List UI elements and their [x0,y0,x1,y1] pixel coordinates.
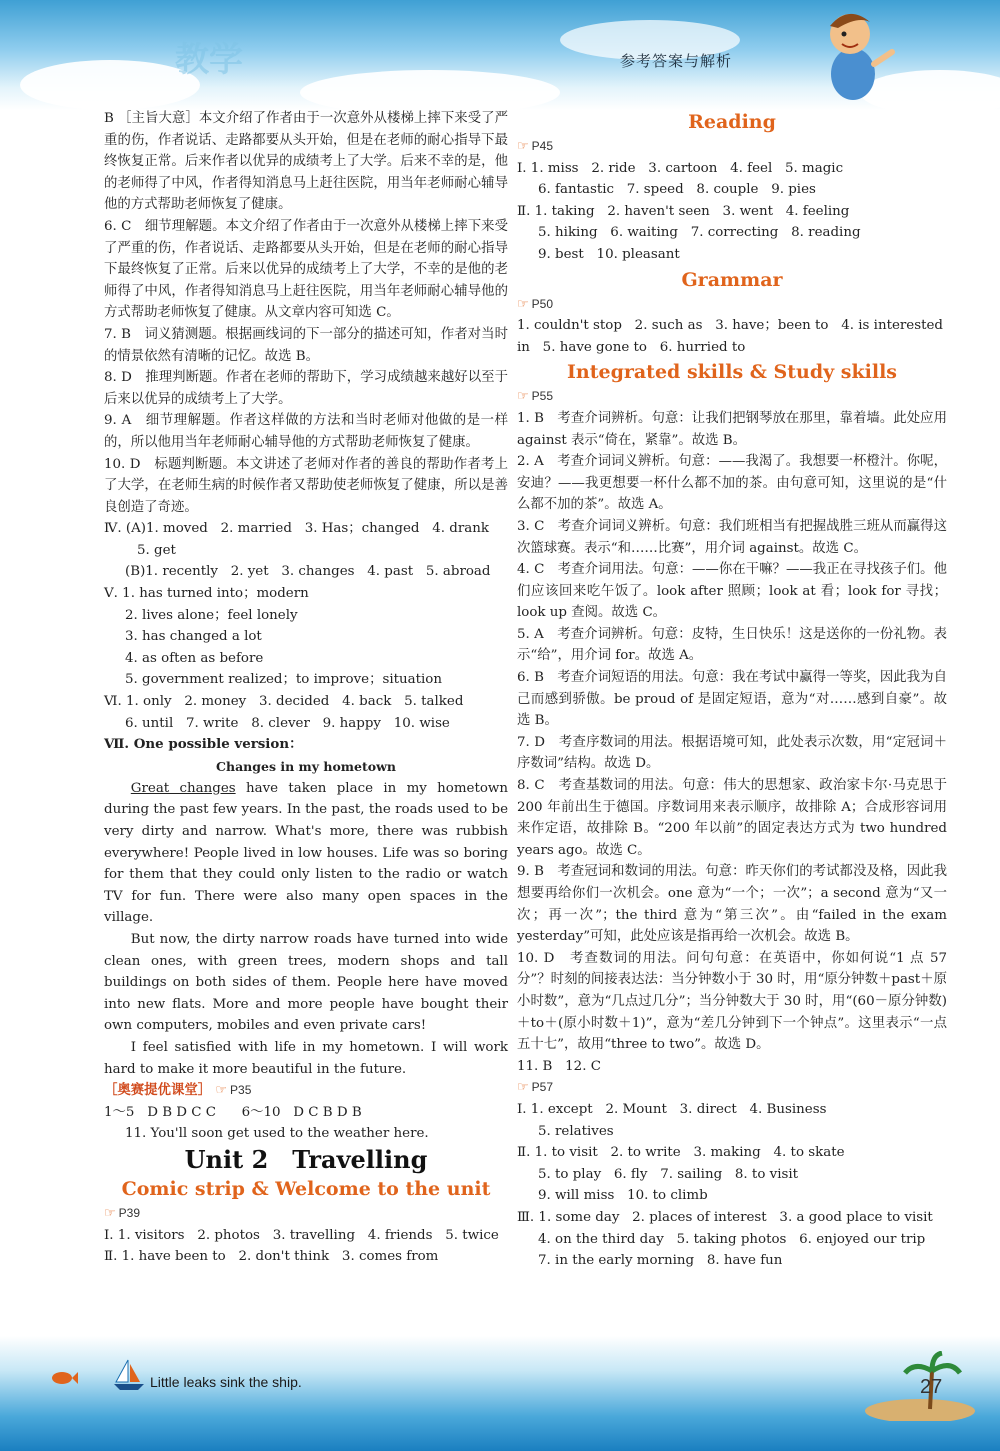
reading-ii-line3: 9. best 10. pleasant [538,246,680,262]
skills-answer-10: 10. D 考查数词的用法。问句句意：在英语中，你如何说“1 点 57 分”？时刻的间接表达法：当分钟数小于 30 时，用“原分钟数＋past＋原小时数”，意为“几点过几分”；当分钟数大于 30 时，用“(60－原分钟数)＋to＋(原小时数＋1)”，意为“差几分钟到下一个钟点”。这里表示“一点五十七”，故用“three to two”。故选 D。 [517,950,947,1053]
page-ref-p57 [517,1077,947,1099]
answer-7: 7. B 词义猜测题。根据画线词的下一部分的描述可知，作者对当时的情景依然有清晰的记忆。故选 B。 [104,326,508,364]
section-v-item: 4. as often as before [125,650,264,666]
olympiad-label: ［奥赛提优课堂］ [104,1082,212,1099]
essay-paragraph-2: But now, the dirty narrow roads have turned into wide clean ones, with green trees, modern shops and tall buildings on both sides of them. People here have moved into new flats. More and more people have bought their own computers, mobiles and even private cars! [104,931,508,1034]
reading-ii-line2: 5. hiking 6. waiting 7. correcting 8. reading [538,225,861,241]
answer-b-explanation: B ［主旨大意］本文介绍了作者由于一次意外从楼梯上摔下来受了严重的伤，作者说话、走路都要从头开始，但是在老师的耐心指导下最终恢复正常。后来作者以优异的成绩考上了大学。后来不幸的是，他的老师得了中风，作者得知消息马上赶往医院，用当年老师耐心辅导他的方式帮助老师恢复了健康。 [104,111,508,213]
skills-answer-6: 6. B 考查介词短语的用法。句意：我在考试中赢得一等奖，因此我为自己而感到骄傲。be proud of 是固定短语，意为“对……感到自豪”。故选 B。 [517,670,947,729]
essay-paragraph-1-text: have taken place in my hometown during the past few years. In the past, the roads used to be very dirty and narrow. What's more, there was rubbish everywhere! People lived in low houses. Life was so boring for them that they could only listen to the radio or watch TV for fun. There were also many open spaces in the village. [104,780,508,926]
section-v-item: 5. government realized；to improve；situation [125,672,442,688]
page-ref-p39 [104,1203,508,1225]
olympiad-answers: 1～5 D B D C C 6～10 D C B D B [104,1104,362,1120]
section-vi-line1: Ⅵ. 1. only 2. money 3. decided 4. back 5. talked [104,694,464,710]
answer-8: 8. D 推理判断题。作者在老师的帮助下，学习成绩越来越好以至于后来以优异的成绩考上了大学。 [104,370,508,407]
page-ref-label: P39 [118,1205,141,1220]
section-vii-label: Ⅶ. One possible version： [104,736,303,753]
essay-underlined-lead: Great changes [130,780,236,796]
p57-iii-line3: 7. in the early morning 8. have fun [538,1253,783,1269]
pointing-hand-icon: ☞ [517,1080,529,1096]
page-ref-label: P45 [531,139,554,153]
right-column [517,108,947,1272]
header-title: 参考答案与解析 [620,52,733,70]
p57-iii-line2: 4. on the third day 5. taking photos 6. enjoyed our trip [538,1231,926,1247]
section-heading-reading: Reading [688,111,776,133]
skills-answer-11-12: 11. B 12. C [517,1058,601,1074]
section-iv-b: (B)1. recently 2. yet 3. changes 4. past 5. abroad [125,564,491,580]
p57-ii-line3: 9. will miss 10. to climb [538,1188,708,1204]
essay-title: Changes in my hometown [216,758,396,774]
essay-paragraph-3: I feel satisfied with life in my hometown. I will work hard to make it more beautiful in the future. [104,1039,508,1077]
answer-9: 9. A 细节理解题。作者这样做的方法和当时老师对他做的是一样的，所以他用当年老师耐心辅导他的方式帮助老师恢复了健康。 [104,413,508,450]
p57-ii-line2: 5. to play 6. fly 7. sailing 8. to visit [538,1166,799,1182]
olympiad-header [104,1080,508,1102]
reading-i-line1: Ⅰ. 1. miss 2. ride 3. cartoon 4. feel 5. magic [517,160,844,176]
reading-ii-line1: Ⅱ. 1. taking 2. haven't seen 3. went 4. feeling [517,203,850,219]
answer-6: 6. C 细节理解题。本文介绍了作者由于一次意外从楼梯上摔下来受了严重的伤，作者说话、走路都要从头开始，但是在老师的耐心指导下最终恢复了正常。后来以优异的成绩考上了大学，不幸的是他的老师得了中风，作者得知消息马上赶往医院，用当年老师耐心辅导他的方式帮助老师恢复了健康。从文章内容可知选 C。 [104,218,508,321]
left-column [104,108,508,1268]
page-ref-p45 [517,136,947,158]
footer-motto: Little leaks sink the ship. [150,1374,302,1390]
pointing-hand-icon: ☞ [517,139,529,154]
olympiad-answer-11: 11. You'll soon get used to the weather here. [125,1126,429,1142]
grammar-line1: 1. couldn't stop 2. such as 3. have；been to 4. is interested [517,318,943,334]
answer-10: 10. D 标题判断题。本文讲述了老师对作者的善良的帮助作者考上了大学，在老师生病的时候作者又帮助使老师恢复了健康，所以是善良创造了奇迹。 [104,456,508,515]
p57-i-line1: Ⅰ. 1. except 2. Mount 3. direct 4. Business [517,1101,827,1117]
section-vi-line2: 6. until 7. write 8. clever 9. happy 10. wise [125,715,450,731]
olympiad-page-ref: P35 [230,1083,252,1098]
page-ref-label: P57 [531,1080,554,1095]
reading-i-line2: 6. fantastic 7. speed 8. couple 9. pies [538,182,816,198]
skills-answer-5: 5. A 考查介词辨析。句意：皮特，生日快乐！这是送你的一份礼物。表示“给”，用介词 for。故选 A。 [517,626,947,664]
page-number: 27 [920,1376,943,1398]
section-heading-comic: Comic strip & Welcome to the unit [121,1177,491,1200]
page-ref-p50 [517,294,947,316]
skills-answer-7: 7. D 考查序数词的用法。根据语境可知，此处表示次数，用“定冠词＋序数词”结构。故选 D。 [517,734,947,772]
section-v-item: 3. has changed a lot [125,629,262,645]
section-v-item: Ⅴ. 1. has turned into；modern [104,586,309,602]
header-watermark: 教学 [175,40,243,80]
page-ref-label: P50 [531,296,554,311]
comic-section-i: Ⅰ. 1. visitors 2. photos 3. travelling 4. friends 5. twice [104,1227,499,1243]
grammar-line2: in 5. have gone to 6. hurried to [517,339,746,355]
page-ref-p55 [517,386,947,408]
pointing-hand-icon: ☞ [215,1083,228,1099]
pointing-hand-icon: ☞ [517,296,529,312]
comic-section-ii: Ⅱ. 1. have been to 2. don't think 3. comes from [104,1249,439,1265]
section-heading-grammar: Grammar [681,268,783,291]
section-iv-a: Ⅳ. (A)1. moved 2. married 3. Has；changed 4. drank [104,521,489,537]
fish-icon [48,1366,78,1390]
page-ref-label: P55 [531,389,554,404]
page-footer [0,1336,1000,1451]
section-iv-a-cont: 5. get [137,542,176,558]
skills-answer-2: 2. A 考查介词词义辨析。句意：——我渴了。我想要一杯橙汁。你呢，安迪？——我更想要一杯什么都不加的茶。由句意可知，这里说的是“什么都不加的茶”。故选 A。 [517,454,947,513]
sailboat-icon [112,1358,146,1392]
skills-answer-9: 9. B 考查冠词和数词的用法。句意：昨天你们的考试都没及格，因此我想要再给你们一次机会。one 意为“一个；一次”；a second 意为“又一次；再一次”；the third 意为“第三次”。由“failed in the exam yesterday”可知，此处应该是指再给一次机会。故选 B。 [517,864,947,945]
p57-i-line2: 5. relatives [538,1123,614,1139]
cloud-decoration [300,70,560,110]
unit-title: Unit 2 Travelling [184,1144,428,1174]
section-heading-skills: Integrated skills & Study skills [567,361,897,384]
cloud-decoration [20,60,200,110]
section-v-item: 2. lives alone；feel lonely [125,607,298,623]
skills-answer-3: 3. C 考查介词词义辨析。句意：我们班相当有把握战胜三班从而赢得这次篮球赛。表示“和……比赛”，用介词 against。故选 C。 [517,518,947,556]
p57-ii-line1: Ⅱ. 1. to visit 2. to write 3. making 4. to skate [517,1145,845,1161]
p57-iii-line1: Ⅲ. 1. some day 2. places of interest 3. a good place to visit [517,1209,933,1225]
skills-answer-8: 8. C 考查基数词的用法。句意：伟大的思想家、政治家卡尔·马克思于 200 年前出生于德国。序数词用来表示顺序，故排除 A；合成形容词用来作定语，故排除 B。“200 年以前”的固定表达方式为 two hundred years ago。故选 C。 [517,778,947,858]
skills-answer-4: 4. C 考查介词用法。句意：——你在干嘛？——我正在寻找孩子们。他们应该回来吃午饭了。look after 照顾；look at 看；look for 寻找；look up 查阅。故选 C。 [517,562,947,621]
boy-mascot-icon [808,4,898,104]
essay-paragraph-1 [104,778,508,929]
pointing-hand-icon: ☞ [104,1205,116,1221]
skills-answer-1: 1. B 考查介词辨析。句意：让我们把钢琴放在那里，靠着墙。此处应用 against 表示“倚在，紧靠”。故选 B。 [517,410,947,448]
page-header [0,0,1000,110]
pointing-hand-icon: ☞ [517,389,529,405]
